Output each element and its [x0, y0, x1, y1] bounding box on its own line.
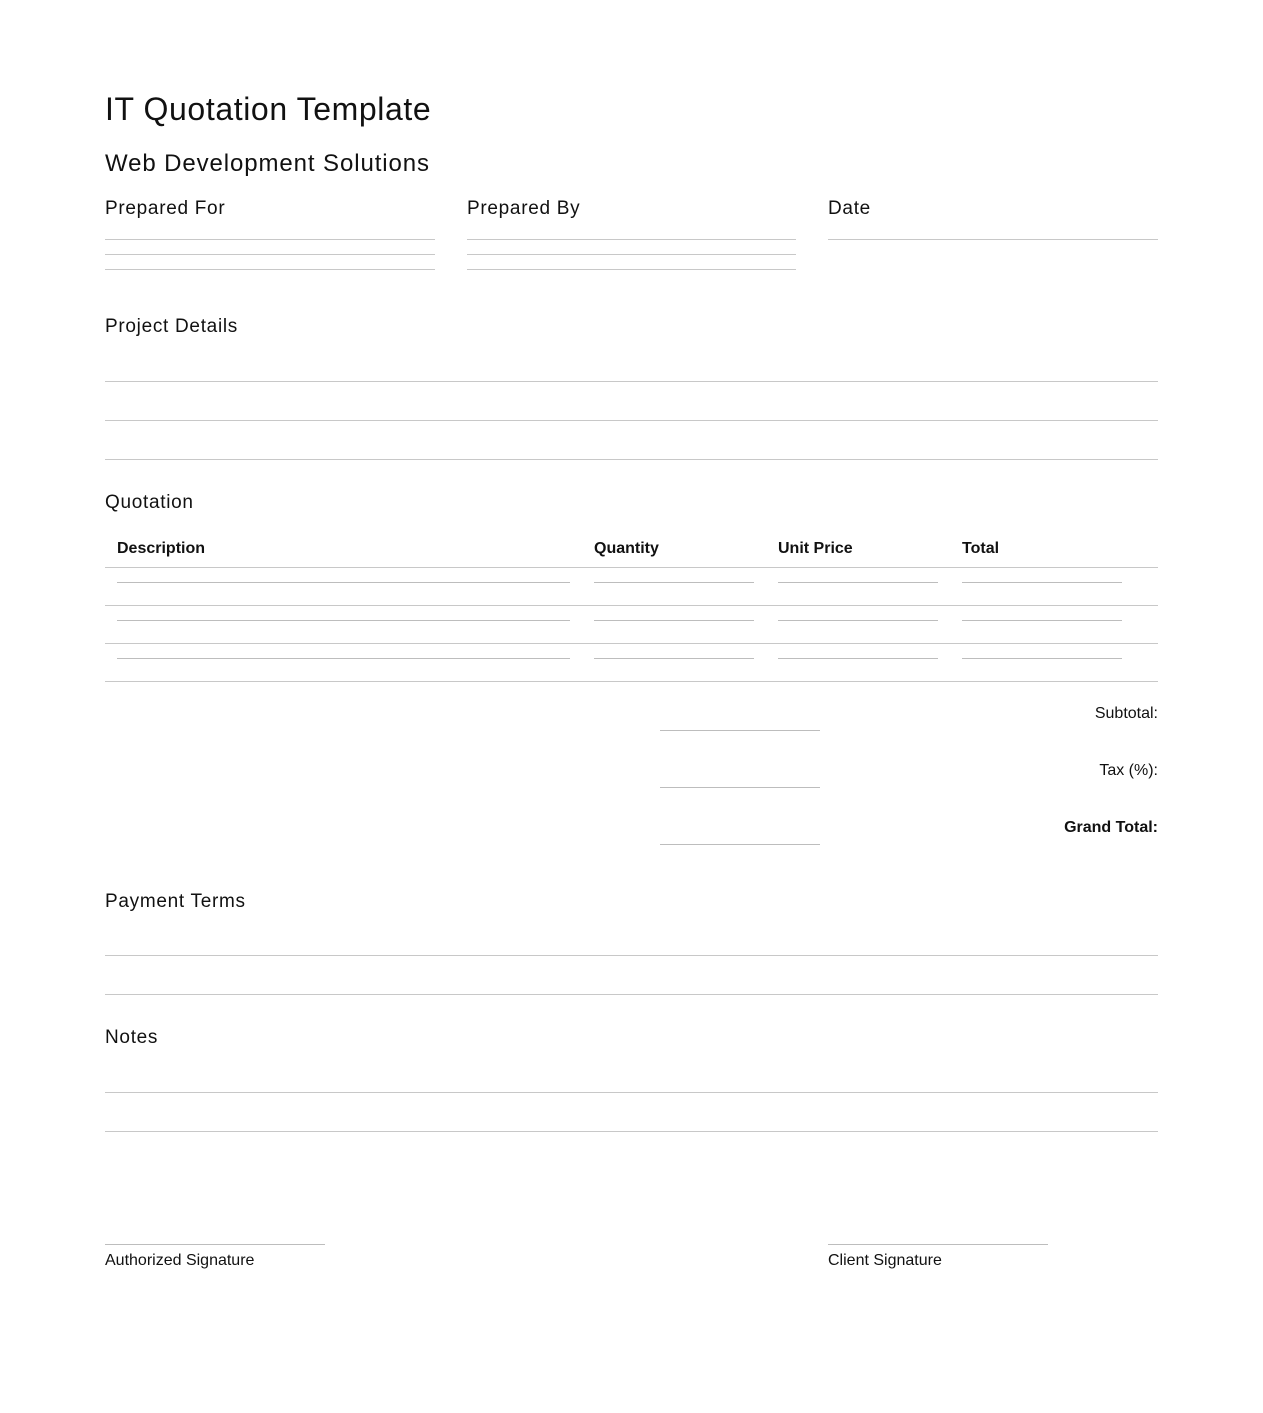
prepared-for-line-1[interactable]	[105, 239, 435, 240]
payment-terms-heading: Payment Terms	[105, 891, 246, 912]
cell-unit-price-field[interactable]	[778, 582, 938, 583]
column-header-total: Total	[962, 540, 1000, 557]
tax-field[interactable]	[660, 787, 820, 788]
prepared-by-line-1[interactable]	[467, 239, 796, 240]
prepared-for-line-3[interactable]	[105, 269, 435, 270]
payment-terms-line[interactable]	[105, 994, 1158, 995]
payment-terms-line[interactable]	[105, 955, 1158, 956]
prepared-for-label: Prepared For	[105, 198, 226, 219]
cell-total-field[interactable]	[962, 658, 1122, 659]
row-divider	[105, 681, 1158, 682]
cell-description-field[interactable]	[117, 658, 570, 659]
date-label: Date	[828, 198, 871, 219]
page-title: IT Quotation Template	[105, 91, 432, 127]
cell-quantity-field[interactable]	[594, 582, 754, 583]
date-line[interactable]	[828, 239, 1158, 240]
authorized-signature-label: Authorized Signature	[105, 1252, 255, 1269]
subtotal-field[interactable]	[660, 730, 820, 731]
grand-total-label: Grand Total:	[1064, 819, 1158, 836]
row-divider	[105, 605, 1158, 606]
cell-quantity-field[interactable]	[594, 658, 754, 659]
cell-description-field[interactable]	[117, 620, 570, 621]
project-details-line[interactable]	[105, 381, 1158, 382]
prepared-by-line-2[interactable]	[467, 254, 796, 255]
page-subtitle: Web Development Solutions	[105, 150, 430, 177]
notes-heading: Notes	[105, 1027, 159, 1048]
prepared-by-line-3[interactable]	[467, 269, 796, 270]
authorized-signature-line[interactable]	[105, 1244, 325, 1245]
column-header-quantity: Quantity	[594, 540, 659, 557]
prepared-by-label: Prepared By	[467, 198, 581, 219]
column-header-unit-price: Unit Price	[778, 540, 853, 557]
cell-quantity-field[interactable]	[594, 620, 754, 621]
quotation-heading: Quotation	[105, 492, 194, 513]
notes-line[interactable]	[105, 1131, 1158, 1132]
cell-total-field[interactable]	[962, 620, 1122, 621]
row-divider	[105, 643, 1158, 644]
grand-total-field[interactable]	[660, 844, 820, 845]
project-details-line[interactable]	[105, 420, 1158, 421]
notes-line[interactable]	[105, 1092, 1158, 1093]
tax-label: Tax (%):	[1099, 762, 1158, 779]
project-details-heading: Project Details	[105, 316, 238, 337]
cell-unit-price-field[interactable]	[778, 620, 938, 621]
table-header-divider	[105, 567, 1158, 568]
project-details-line[interactable]	[105, 459, 1158, 460]
client-signature-label: Client Signature	[828, 1252, 942, 1269]
cell-description-field[interactable]	[117, 582, 570, 583]
prepared-for-line-2[interactable]	[105, 254, 435, 255]
cell-unit-price-field[interactable]	[778, 658, 938, 659]
column-header-description: Description	[117, 540, 206, 557]
client-signature-line[interactable]	[828, 1244, 1048, 1245]
cell-total-field[interactable]	[962, 582, 1122, 583]
subtotal-label: Subtotal:	[1094, 705, 1158, 722]
